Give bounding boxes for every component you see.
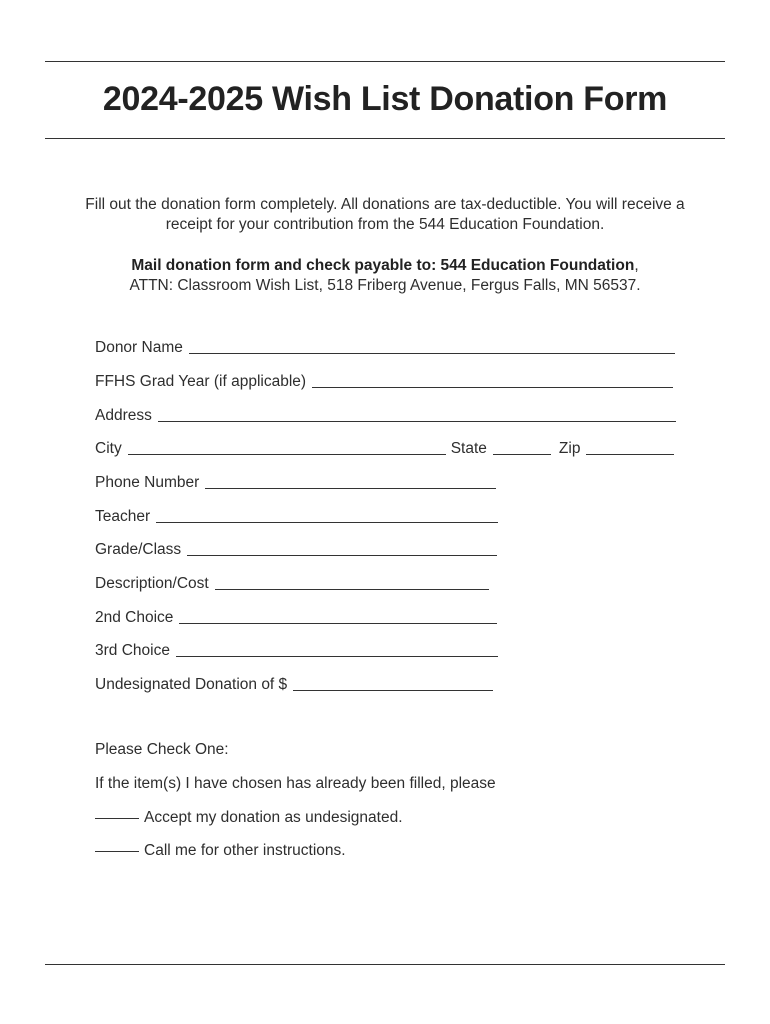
city-line[interactable] [128,454,446,455]
undesignated-field[interactable] [95,674,493,694]
teacher-field[interactable] [95,506,498,526]
description-cost-field[interactable] [95,573,489,593]
grad-year-line[interactable] [312,387,673,388]
option-undesignated[interactable] [95,809,403,827]
mailing-comma: , [634,257,639,274]
donor-name-field[interactable] [95,337,675,357]
address-line[interactable] [158,421,676,422]
third-choice-line[interactable] [176,656,498,657]
address-field[interactable] [95,405,676,425]
mailing-instructions [80,256,690,296]
donor-name-line[interactable] [189,353,675,354]
address-label: Address [95,407,152,424]
option-call-me[interactable] [95,842,346,860]
title-divider [45,138,725,139]
option-undesignated-blank[interactable] [95,818,139,819]
description-cost-label: Description/Cost [95,575,209,592]
state-label: State [450,440,487,457]
undesignated-label: Undesignated Donation of $ [95,676,288,693]
grade-class-field[interactable] [95,539,497,559]
option-undesignated-label: Accept my donation as undesignated. [144,809,403,826]
phone-label: Phone Number [95,474,200,491]
check-condition: If the item(s) I have chosen has already been filled, please [95,775,496,792]
grad-year-field[interactable] [95,371,673,391]
description-cost-line[interactable] [215,589,489,590]
option-call-me-label: Call me for other instructions. [144,842,346,859]
zip-label: Zip [558,440,581,457]
third-choice-field[interactable] [95,640,498,660]
donor-name-label: Donor Name [95,339,183,356]
second-choice-label: 2nd Choice [95,609,174,626]
third-choice-label: 3rd Choice [95,642,170,659]
phone-line[interactable] [205,488,496,489]
state-line[interactable] [493,454,551,455]
phone-field[interactable] [95,472,496,492]
bottom-divider [45,964,725,965]
check-heading: Please Check One: [95,741,229,758]
second-choice-line[interactable] [179,623,497,624]
option-call-me-blank[interactable] [95,851,139,852]
second-choice-field[interactable] [95,607,497,627]
intro-text: Fill out the donation form completely. All donations are tax-deductible. You will receive a receipt for your contribution from the 544 Education Foundation. [85,196,685,233]
grade-class-label: Grade/Class [95,541,182,558]
grade-class-line[interactable] [187,555,497,556]
mailing-address: ATTN: Classroom Wish List, 518 Friberg Avenue, Fergus Falls, MN 56537. [129,277,641,294]
top-divider [45,61,725,62]
undesignated-line[interactable] [293,690,493,691]
form-title: 2024-2025 Wish List Donation Form [102,80,668,118]
teacher-label: Teacher [95,508,151,525]
teacher-line[interactable] [156,522,498,523]
city-state-zip-field[interactable] [95,438,674,458]
city-label: City [95,440,122,457]
zip-line[interactable] [586,454,674,455]
grad-year-label: FFHS Grad Year (if applicable) [95,373,307,390]
mailing-payee: Mail donation form and check payable to: 544 Education Foundation [131,257,635,274]
